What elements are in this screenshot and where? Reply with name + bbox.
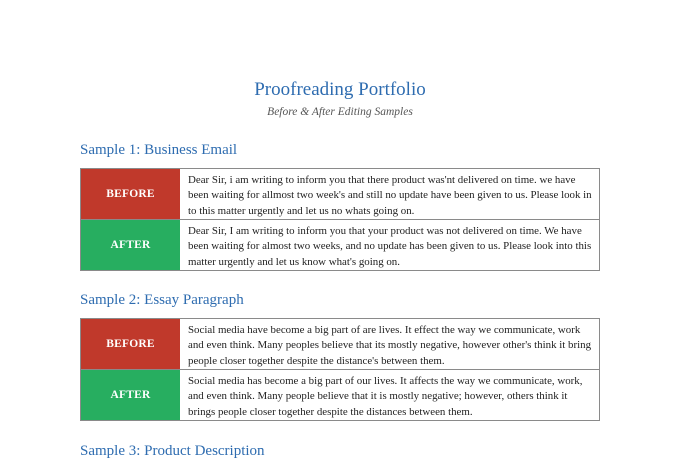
before-label: BEFORE [81,169,180,219]
after-label: AFTER [81,220,180,270]
sample-2-before-row [81,319,599,369]
sample-2-title: Sample 2: Essay Paragraph [80,292,244,308]
sample-2-table [80,318,600,421]
sample-1-table [80,168,600,271]
after-text: Social media has become a big part of our lives. It affects the way we communicate, work, and even think. Many people believe that it is mostly negative; however, others think it brings people closer together despite the distances between them. [188,375,583,418]
before-text: Social media have become a big part of are lives. It effect the way we communicate, work and even think. Many peoples believe that its mostly negative, however other's think it bring people closer together despite the distance's between them. [188,324,592,367]
sample-1-title: Sample 1: Business Email [80,142,238,158]
page-title: Proofreading Portfolio [254,79,426,100]
sample-2-after-row [81,369,599,420]
page-subtitle: Before & After Editing Samples [267,106,413,118]
after-label: AFTER [81,370,180,420]
sample-3-title: Sample 3: Product Description [80,443,265,459]
after-text: Dear Sir, I am writing to inform you that your product was not delivered on time. We have been waiting for almost two weeks, and no update has been given to us. Please look into this matter urgently and let us know what's going on. [188,225,592,268]
before-label: BEFORE [81,319,180,369]
sample-1-after-row [81,219,599,270]
before-text: Dear Sir, i am writing to inform you that there product was'nt delivered on time. we have been waiting for allmost two week's and still no update have been given to us. Please look in to this matter urgently and let us no whats going on. [188,174,592,217]
sample-1-before-row [81,169,599,219]
